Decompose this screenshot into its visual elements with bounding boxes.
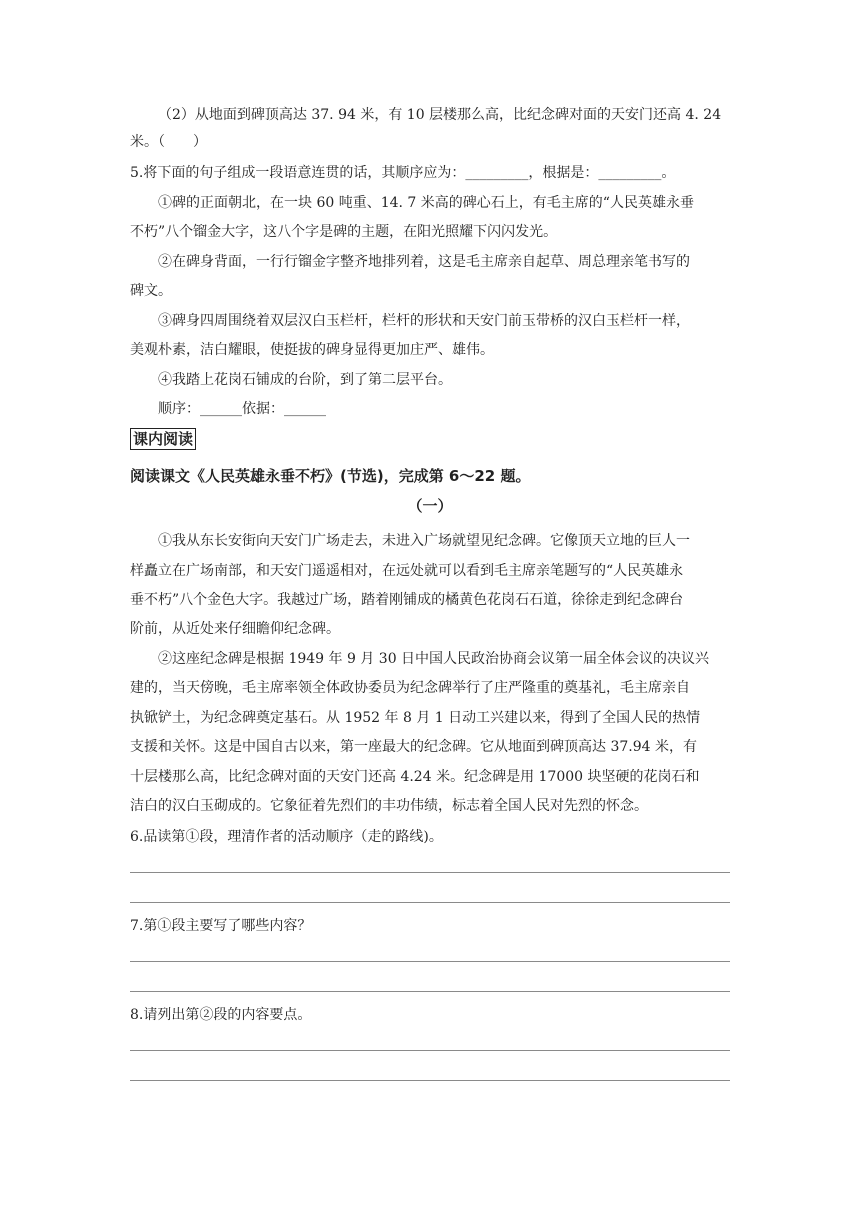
passage-p1-line2: 样矗立在广场南部，和天安门遥遥相对，在远处就可以看到毛主席亲笔题写的“人民英雄永 bbox=[130, 563, 684, 579]
passage-p1-line4: 阶前，从近处来仔细瞻仰纪念碑。 bbox=[130, 621, 340, 637]
answer-line[interactable] bbox=[130, 961, 730, 962]
answer-line[interactable] bbox=[130, 902, 730, 903]
question-8: 8.请列出第②段的内容要点。 bbox=[130, 1007, 312, 1023]
section-instruction: 阅读课文《人民英雄永垂不朽》(节选)，完成第 6～22 题。 bbox=[130, 467, 531, 485]
answer-line[interactable] bbox=[130, 872, 730, 873]
q5-sentence1-line2: 不朽”八个镏金大字，这八个字是碑的主题，在阳光照耀下闪闪发光。 bbox=[130, 224, 558, 240]
passage-p1-line3: 垂不朽”八个金色大字。我越过广场，踏着刚铺成的橘黄色花岗石石道，徐徐走到纪念碑台 bbox=[130, 592, 684, 608]
q5-sentence1-line1: ①碑的正面朝北，在一块 60 吨重、14. 7 米高的碑心石上，有毛主席的“人民英雄永垂 bbox=[158, 195, 694, 211]
question-6: 6.品读第①段，理清作者的活动顺序（走的路线)。 bbox=[130, 829, 443, 845]
q5-sentence3-line2: 美观朴素，洁白耀眼，使挺拔的碑身显得更加庄严、雄伟。 bbox=[130, 342, 494, 358]
section-title: 课内阅读 bbox=[130, 428, 196, 450]
q5-answer: 顺序：______依据：______ bbox=[158, 401, 326, 417]
q4-sub2-line1: （2）从地面到碑顶高达 37. 94 米，有 10 层楼那么高，比纪念碑对面的天安门还高 4. 24 bbox=[158, 107, 722, 123]
answer-line[interactable] bbox=[130, 1050, 730, 1051]
answer-line[interactable] bbox=[130, 1080, 730, 1081]
answer-line[interactable] bbox=[130, 991, 730, 992]
passage-p2-line2: 建的，当天傍晚，毛主席率领全体政协委员为纪念碑举行了庄严隆重的奠基礼，毛主席亲自 bbox=[130, 680, 690, 696]
question-7: 7.第①段主要写了哪些内容？ bbox=[130, 918, 312, 934]
passage-p2-line6: 洁白的汉白玉砌成的。它象征着先烈们的丰功伟绩，标志着全国人民对先烈的怀念。 bbox=[130, 798, 648, 814]
q5-sentence4: ④我踏上花岗石铺成的台阶，到了第二层平台。 bbox=[158, 372, 452, 388]
passage-p2-line3: 执锨铲土，为纪念碑奠定基石。从 1952 年 8 月 1 日动工兴建以来，得到了全国人民的热情 bbox=[130, 710, 701, 726]
passage-p2-line1: ②这座纪念碑是根据 1949 年 9 月 30 日中国人民政治协商会议第一届全体会议的决议兴 bbox=[158, 651, 710, 667]
q5-stem: 5.将下面的句子组成一段语意连贯的话，其顺序应为：_________，根据是：_________。 bbox=[130, 165, 676, 181]
q5-sentence2-line2: 碑文。 bbox=[130, 283, 172, 299]
passage-p2-line4: 支援和关怀。这是中国自古以来，第一座最大的纪念碑。它从地面到碑顶高达 37.94 米，有 bbox=[130, 739, 697, 755]
q4-sub2-line2: 米。（ ） bbox=[130, 134, 207, 150]
q5-sentence3-line1: ③碑身四周围绕着双层汉白玉栏杆，栏杆的形状和天安门前玉带桥的汉白玉栏杆一样， bbox=[158, 313, 690, 329]
passage-p1-line1: ①我从东长安街向天安门广场走去，未进入广场就望见纪念碑。它像顶天立地的巨人一 bbox=[158, 533, 690, 549]
q5-sentence2-line1: ②在碑身背面，一行行镏金字整齐地排列着，这是毛主席亲自起草、周总理亲笔书写的 bbox=[158, 254, 690, 270]
part-title: （一） bbox=[407, 497, 453, 515]
section-heading bbox=[130, 428, 730, 450]
passage-p2-line5: 十层楼那么高，比纪念碑对面的天安门还高 4.24 米。纪念碑是用 17000 块坚硬的花岗石和 bbox=[130, 769, 700, 785]
